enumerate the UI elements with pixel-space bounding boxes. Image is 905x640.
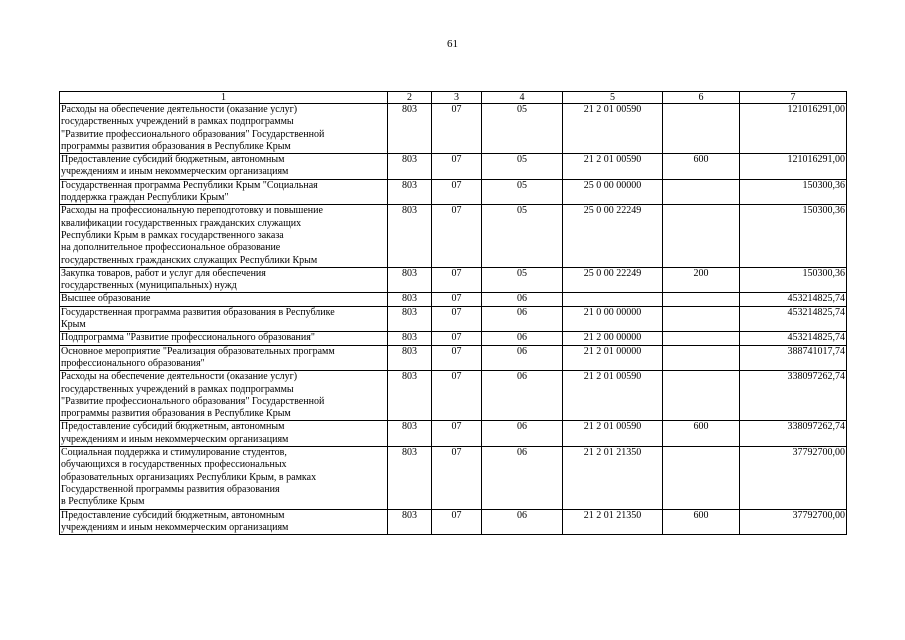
column-header: 1 (60, 92, 388, 104)
ministry-code: 803 (388, 306, 432, 332)
table-row (60, 332, 847, 345)
row-name-line: образовательных организациях Республики Крым, в рамках (61, 471, 317, 483)
expense-type-code: 200 (663, 267, 740, 293)
row-name (60, 509, 388, 535)
row-name-line: Государственная программа развития образования в Республике (61, 306, 335, 318)
subsection-code: 06 (482, 509, 563, 535)
row-name-line: Государственной программы развития образования (61, 483, 280, 495)
row-name (60, 267, 388, 293)
row-name-line: государственных (муниципальных) нужд (61, 280, 237, 292)
row-name (60, 332, 388, 345)
row-name-line: Предоставление субсидий бюджетным, автономным (61, 509, 285, 521)
section-code: 07 (432, 154, 482, 180)
header-row (60, 92, 847, 104)
subsection-code: 06 (482, 306, 563, 332)
section-code: 07 (432, 306, 482, 332)
budget-table (59, 91, 847, 535)
ministry-code: 803 (388, 293, 432, 306)
row-name-line: Высшее образование (61, 293, 151, 305)
ministry-code: 803 (388, 179, 432, 205)
target-article-code: 25 0 00 22249 (563, 205, 663, 267)
page-number: 61 (447, 38, 458, 50)
subsection-code: 06 (482, 332, 563, 345)
row-name-line: учреждениям и иным некоммерческим организациям (61, 433, 289, 445)
row-name (60, 104, 388, 154)
section-code: 07 (432, 205, 482, 267)
subsection-code: 05 (482, 267, 563, 293)
expense-type-code: 600 (663, 154, 740, 180)
column-header: 4 (482, 92, 563, 104)
table-row (60, 306, 847, 332)
section-code: 07 (432, 447, 482, 509)
row-name-line: Расходы на обеспечение деятельности (оказание услуг) (61, 371, 298, 383)
section-code: 07 (432, 293, 482, 306)
expense-type-code (663, 306, 740, 332)
expense-type-code (663, 371, 740, 421)
row-name (60, 345, 388, 371)
expense-type-code (663, 332, 740, 345)
subsection-code: 05 (482, 179, 563, 205)
row-name-line: Крым (61, 319, 86, 331)
expense-type-code (663, 104, 740, 154)
amount: 150300,36 (740, 205, 847, 267)
row-name-line: Республики Крым в рамках государственного заказа (61, 229, 284, 241)
row-name-line: государственных гражданских служащих Республики Крым (61, 254, 318, 266)
ministry-code: 803 (388, 104, 432, 154)
row-name-line: учреждениям и иным некоммерческим организациям (61, 166, 289, 178)
row-name-line: на дополнительное профессиональное образование (61, 242, 281, 254)
ministry-code: 803 (388, 154, 432, 180)
ministry-code: 803 (388, 421, 432, 447)
target-article-code: 21 2 01 00590 (563, 421, 663, 447)
amount: 453214825,74 (740, 306, 847, 332)
table-row (60, 179, 847, 205)
row-name-line: Предоставление субсидий бюджетным, автономным (61, 421, 285, 433)
table-row (60, 371, 847, 421)
target-article-code: 21 2 00 00000 (563, 332, 663, 345)
table-row (60, 205, 847, 267)
subsection-code: 05 (482, 154, 563, 180)
row-name (60, 421, 388, 447)
row-name-line: поддержка граждан Республики Крым" (61, 192, 229, 204)
ministry-code: 803 (388, 447, 432, 509)
column-header: 3 (432, 92, 482, 104)
ministry-code: 803 (388, 371, 432, 421)
ministry-code: 803 (388, 509, 432, 535)
expense-type-code (663, 447, 740, 509)
ministry-code: 803 (388, 205, 432, 267)
amount: 150300,36 (740, 267, 847, 293)
row-name-line: программы развития образования в Республике Крым (61, 408, 291, 420)
table-row (60, 447, 847, 509)
row-name-line: государственных учреждений в рамках подпрограммы (61, 116, 294, 128)
row-name-line: профессионального образования" (61, 357, 205, 369)
section-code: 07 (432, 332, 482, 345)
row-name-line: обучающихся в государственных профессиональных (61, 459, 287, 471)
amount: 453214825,74 (740, 293, 847, 306)
row-name-line: "Развитие профессионального образования" Государственной (61, 395, 325, 407)
subsection-code: 05 (482, 205, 563, 267)
column-header: 6 (663, 92, 740, 104)
subsection-code: 06 (482, 293, 563, 306)
row-name-line: Предоставление субсидий бюджетным, автономным (61, 154, 285, 166)
row-name-line: Закупка товаров, работ и услуг для обеспечения (61, 267, 266, 279)
amount: 388741017,74 (740, 345, 847, 371)
section-code: 07 (432, 345, 482, 371)
amount: 121016291,00 (740, 154, 847, 180)
table-row (60, 154, 847, 180)
table-row (60, 267, 847, 293)
row-name-line: Расходы на профессиональную переподготовку и повышение (61, 205, 323, 217)
target-article-code: 21 2 01 00590 (563, 104, 663, 154)
section-code: 07 (432, 267, 482, 293)
column-header: 7 (740, 92, 847, 104)
section-code: 07 (432, 179, 482, 205)
amount: 338097262,74 (740, 421, 847, 447)
ministry-code: 803 (388, 345, 432, 371)
expense-type-code (663, 179, 740, 205)
subsection-code: 06 (482, 345, 563, 371)
row-name-line: государственных учреждений в рамках подпрограммы (61, 383, 294, 395)
table-row (60, 345, 847, 371)
section-code: 07 (432, 421, 482, 447)
target-article-code: 21 2 01 21350 (563, 447, 663, 509)
amount: 338097262,74 (740, 371, 847, 421)
ministry-code: 803 (388, 332, 432, 345)
section-code: 07 (432, 509, 482, 535)
subsection-code: 06 (482, 421, 563, 447)
expense-type-code: 600 (663, 421, 740, 447)
table-row (60, 293, 847, 306)
row-name-line: Расходы на обеспечение деятельности (оказание услуг) (61, 104, 298, 115)
amount: 453214825,74 (740, 332, 847, 345)
row-name-line: Государственная программа Республики Крым "Социальная (61, 179, 318, 191)
row-name-line: квалификации государственных гражданских служащих (61, 217, 302, 229)
subsection-code: 05 (482, 104, 563, 154)
amount: 121016291,00 (740, 104, 847, 154)
row-name-line: Основное мероприятие "Реализация образовательных программ (61, 345, 335, 357)
row-name (60, 447, 388, 509)
row-name (60, 371, 388, 421)
target-article-code: 25 0 00 22249 (563, 267, 663, 293)
target-article-code: 21 2 01 00000 (563, 345, 663, 371)
row-name-line: Социальная поддержка и стимулирование студентов, (61, 447, 287, 459)
target-article-code: 25 0 00 00000 (563, 179, 663, 205)
row-name (60, 154, 388, 180)
row-name-line: "Развитие профессионального образования" Государственной (61, 128, 325, 140)
table-row (60, 104, 847, 154)
row-name (60, 179, 388, 205)
expense-type-code: 600 (663, 509, 740, 535)
table-row (60, 421, 847, 447)
target-article-code: 21 2 01 21350 (563, 509, 663, 535)
amount: 150300,36 (740, 179, 847, 205)
row-name-line: Подпрограмма "Развитие профессионального образования" (61, 332, 315, 344)
column-header: 2 (388, 92, 432, 104)
amount: 37792700,00 (740, 509, 847, 535)
table-row (60, 509, 847, 535)
target-article-code: 21 0 00 00000 (563, 306, 663, 332)
ministry-code: 803 (388, 267, 432, 293)
target-article-code: 21 2 01 00590 (563, 154, 663, 180)
row-name-line: в Республике Крым (61, 496, 145, 508)
row-name-line: учреждениям и иным некоммерческим организациям (61, 521, 289, 533)
target-article-code: 21 2 01 00590 (563, 371, 663, 421)
column-header: 5 (563, 92, 663, 104)
expense-type-code (663, 345, 740, 371)
row-name (60, 205, 388, 267)
row-name (60, 306, 388, 332)
section-code: 07 (432, 371, 482, 421)
amount: 37792700,00 (740, 447, 847, 509)
table-body (60, 104, 847, 535)
subsection-code: 06 (482, 447, 563, 509)
expense-type-code (663, 205, 740, 267)
row-name (60, 293, 388, 306)
subsection-code: 06 (482, 371, 563, 421)
row-name-line: программы развития образования в Республике Крым (61, 140, 291, 152)
target-article-code (563, 293, 663, 306)
expense-type-code (663, 293, 740, 306)
section-code: 07 (432, 104, 482, 154)
